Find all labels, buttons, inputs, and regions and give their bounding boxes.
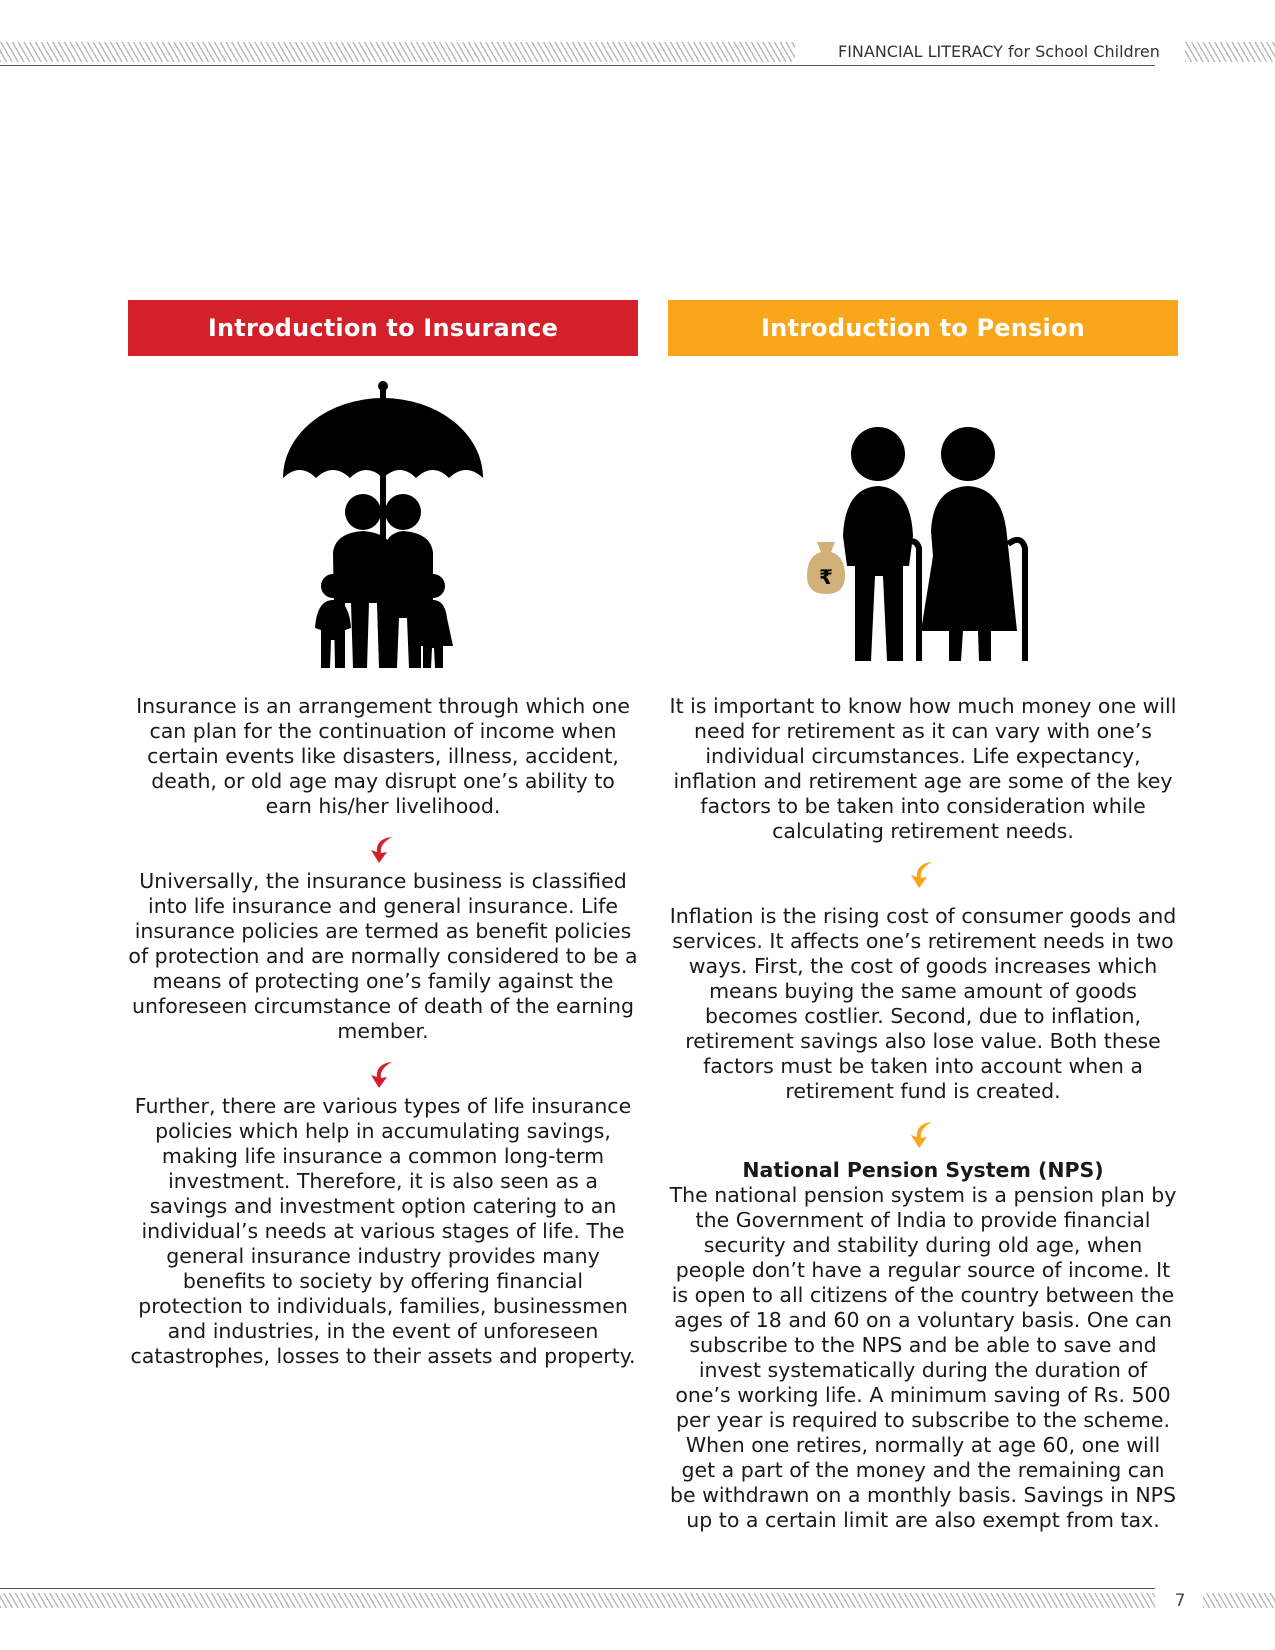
pension-paragraph-1: It is important to know how much money one will need for retirement as it can vary with one’s individual circumstances. Life expectancy, inflation and retirement age are some of the key factors to be taken into consideration while calculating retirement needs. bbox=[669, 694, 1177, 843]
insurance-paragraph-1: Insurance is an arrangement through which one can plan for the continuation of income when certain events like disasters, illness, accident, death, or old age may disrupt one’s ability to earn his/her livelihood. bbox=[136, 694, 630, 818]
pension-heading: Introduction to Pension bbox=[668, 300, 1178, 356]
page-number: 7 bbox=[1174, 1591, 1186, 1611]
insurance-paragraph-3: Further, there are various types of life insurance policies which help in accumulating savings, making life insurance a common long-term investment. Therefore, it is also seen as a savings and investment option catering to an individual’s needs at various stages of life. The general insurance industry provides many benefits to society by offering financial protection to individuals, families, businessmen and industries, in the event of unforeseen catastrophes, losses to their assets and property. bbox=[130, 1094, 636, 1368]
family-under-umbrella-icon bbox=[273, 378, 493, 668]
rupee-symbol: ₹ bbox=[819, 565, 833, 589]
footer-rule bbox=[0, 1588, 1155, 1589]
pension-paragraph-2: Inflation is the rising cost of consumer goods and services. It affects one’s retirement needs in two ways. First, the cost of goods increases which means buying the same amount of goods becomes costlier. Second, due to inflation, retirement savings also lose value. Both these factors must be taken into account when a retirement fund is created. bbox=[669, 904, 1177, 1103]
curved-arrow-down-icon bbox=[368, 835, 398, 865]
curved-arrow-down-icon bbox=[908, 1120, 938, 1150]
curved-arrow-down-icon bbox=[908, 860, 938, 890]
running-header-title: FINANCIAL LITERACY for School Children bbox=[838, 42, 1160, 61]
header-hatch-left bbox=[0, 42, 795, 62]
footer-hatch-right bbox=[1203, 1593, 1275, 1608]
curved-arrow-down-icon bbox=[368, 1060, 398, 1090]
header-rule bbox=[0, 65, 1155, 66]
nps-paragraph: The national pension system is a pension plan by the Government of India to provide financial security and stability during old age, when people don’t have a regular source of income. It is open to all citizens of the country between the ages of 18 and 60 on a voluntary basis. One can subscribe to the NPS and be able to save and invest systematically during the duration of one’s working life. A minimum saving of Rs. 500 per year is required to subscribe to the scheme. When one retires, normally at age 60, one will get a part of the money and the remaining can be withdrawn on a monthly basis. Savings in NPS up to a certain limit are also exempt from tax. bbox=[669, 1183, 1177, 1532]
header-hatch-right bbox=[1185, 42, 1275, 62]
pension-column bbox=[668, 300, 1178, 1533]
footer-hatch-left bbox=[0, 1593, 1155, 1608]
elderly-couple-icon bbox=[803, 426, 1043, 666]
insurance-paragraph-2: Universally, the insurance business is classified into life insurance and general insurance. Life insurance policies are termed as benefit policies of protection and are normally considered to be a means of protecting one’s family against the unforeseen circumstance of death of the earning member. bbox=[128, 869, 638, 1043]
insurance-column bbox=[128, 300, 638, 1369]
insurance-heading: Introduction to Insurance bbox=[128, 300, 638, 356]
nps-title: National Pension System (NPS) bbox=[742, 1158, 1104, 1182]
